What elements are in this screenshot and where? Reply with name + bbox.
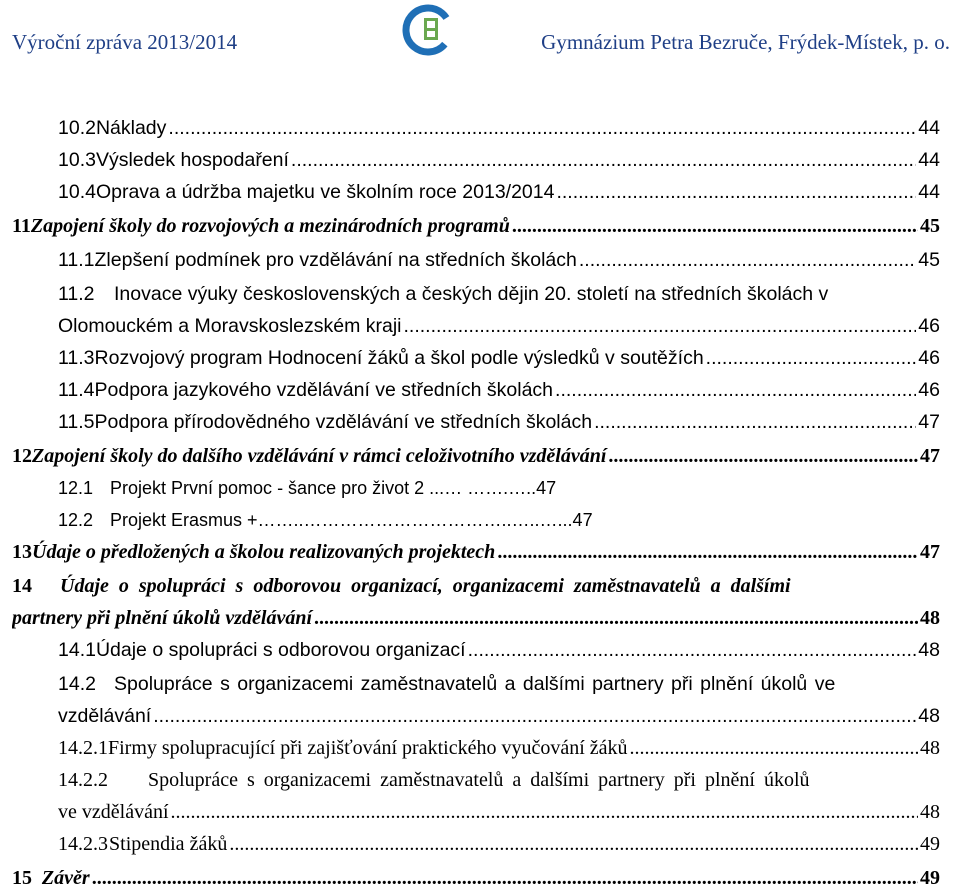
- toc-leader: [579, 244, 916, 276]
- toc-leader: [229, 828, 918, 860]
- toc-entry-number: 10.4: [58, 181, 96, 203]
- toc-entry[interactable]: [12, 440, 940, 472]
- toc-entry-page: 46: [918, 315, 940, 337]
- toc-entry[interactable]: [58, 278, 940, 310]
- school-name: Gymnázium Petra Bezruče, Frýdek-Místek, p. o.: [541, 30, 950, 54]
- toc-entry-page: 45: [918, 249, 940, 271]
- toc-entry-title: Olomouckém a Moravskoslezském kraji: [58, 315, 402, 337]
- toc-entry-title: Zapojení školy do dalšího vzdělávání v rámci celoživotního vzdělávání: [32, 445, 607, 467]
- toc-entry-title: Výsledek hospodaření: [95, 149, 289, 171]
- toc-entry[interactable]: [58, 504, 940, 536]
- toc-entry-page: 47: [918, 411, 940, 433]
- toc-leader: [497, 536, 918, 568]
- toc-entry-title: Oprava a údržba majetku ve školním roce 2013/2014: [95, 181, 555, 203]
- toc-entry[interactable]: [58, 764, 940, 796]
- toc-entry-number: 14: [12, 575, 32, 597]
- toc-entry[interactable]: [12, 862, 940, 894]
- toc-entry[interactable]: [58, 406, 940, 438]
- page-header: [0, 0, 960, 72]
- toc-entry[interactable]: [58, 668, 940, 700]
- toc-entry-number: 10.3: [58, 149, 96, 171]
- toc-entry-page: 47: [920, 541, 940, 563]
- toc-entry-number: 14.2.1: [58, 737, 108, 759]
- toc-entry-page: 44: [918, 181, 940, 203]
- toc-leader: [556, 176, 916, 208]
- toc-entry-page: 49: [920, 867, 940, 889]
- toc-entry-number: 15: [12, 867, 32, 889]
- toc-entry-number: 14.2: [58, 673, 96, 695]
- toc-entry-number: 11.1: [58, 249, 95, 271]
- toc-entry-title: Údaje o spolupráci s odborovou organizací: [95, 639, 466, 661]
- toc-leader: [555, 374, 916, 406]
- toc-entry-title: Náklady: [95, 117, 167, 139]
- toc-entry-continuation[interactable]: [12, 602, 940, 634]
- toc-leader: [706, 342, 917, 374]
- toc-leader: [608, 440, 918, 472]
- toc-entry[interactable]: [58, 176, 940, 208]
- toc-entry-number: 12: [12, 445, 32, 467]
- toc-entry-page: 44: [918, 149, 940, 171]
- toc-entry[interactable]: [58, 828, 940, 860]
- toc-leader: [168, 112, 916, 144]
- toc-entry[interactable]: [12, 570, 940, 602]
- toc-entry-number: 13: [12, 541, 32, 563]
- toc-entry-title: Závěr: [41, 867, 90, 889]
- toc-leader: [92, 862, 918, 894]
- toc-entry[interactable]: [58, 144, 940, 176]
- toc-entry-page: 48: [920, 737, 940, 759]
- toc-entry[interactable]: [58, 634, 940, 666]
- toc-entry-page: 48: [918, 639, 940, 661]
- toc-entry-number: 10.2: [58, 117, 96, 139]
- toc-entry-page: 44: [918, 117, 940, 139]
- toc-entry-title: Projekt První pomoc - šance pro život 2 ...… …….…..47: [110, 478, 557, 498]
- toc-leader: [594, 406, 916, 438]
- toc-entry-number: 12.1: [58, 478, 94, 498]
- toc-entry-number: 11.5: [58, 411, 95, 433]
- toc-entry[interactable]: [58, 244, 940, 276]
- toc-entry-title: Stipendia žáků: [109, 833, 228, 855]
- toc-entry-title: Zlepšení podmínek pro vzdělávání na středních školách: [94, 249, 577, 271]
- toc-entry[interactable]: [12, 536, 940, 568]
- toc-entry[interactable]: [58, 732, 940, 764]
- toc-entry-number: 11.2: [58, 283, 95, 305]
- toc-entry-page: 48: [918, 705, 940, 727]
- toc-entry-number: 14.2.3: [58, 833, 108, 855]
- toc-entry[interactable]: [12, 210, 940, 242]
- toc-leader: [404, 310, 917, 342]
- toc-entry-title: Projekt Erasmus +……..……………………………..…..…...47: [110, 510, 593, 530]
- toc-leader: [153, 700, 916, 732]
- report-title: Výroční zpráva 2013/2014: [12, 30, 238, 54]
- toc-entry-continuation[interactable]: [58, 796, 940, 828]
- toc-entry-page: 45: [920, 215, 940, 237]
- toc-entry-page: 46: [918, 347, 940, 369]
- toc-entry-title: Spolupráce s organizacemi zaměstnavatelů a dalšími partnery při plnění úkolů ve: [114, 673, 836, 695]
- toc-entry-title: Spolupráce s organizacemi zaměstnavatelů a dalšími partnery při plnění úkolů: [148, 769, 810, 791]
- toc-entry[interactable]: [58, 374, 940, 406]
- toc-entry-number: 12.2: [58, 510, 94, 530]
- toc-entry-title: Údaje o předložených a školou realizovaných projektech: [32, 541, 496, 563]
- toc-leader: [512, 210, 918, 242]
- toc-entry-number: 11: [12, 215, 31, 237]
- toc-entry-page: 49: [920, 833, 940, 855]
- toc-entry-title: Rozvojový program Hodnocení žáků a škol podle výsledků v soutěžích: [94, 347, 704, 369]
- toc-entry[interactable]: [58, 112, 940, 144]
- toc-entry-title: partnery při plnění úkolů vzdělávání: [12, 607, 313, 629]
- toc-leader: [171, 796, 919, 828]
- toc-entry-number: 11.4: [58, 379, 95, 401]
- toc-entry-title: vzdělávání: [58, 705, 152, 727]
- toc-leader: [630, 732, 918, 764]
- toc-leader: [314, 602, 918, 634]
- toc-entry-title: Podpora přírodovědného vzdělávání ve středních školách: [94, 411, 593, 433]
- toc-entry-page: 46: [918, 379, 940, 401]
- toc-leader: [291, 144, 916, 176]
- toc-entry-page: 48: [920, 801, 940, 823]
- toc-entry-title: ve vzdělávání: [58, 801, 169, 823]
- toc-entry-number: 11.3: [58, 347, 95, 369]
- gpb-logo-icon: [402, 4, 454, 56]
- toc-entry-title: Údaje o spolupráci s odborovou organizací, organizacemi zaměstnavatelů a dalšími: [60, 575, 791, 597]
- toc-entry-title: Firmy spolupracující při zajišťování praktického vyučování žáků: [108, 737, 628, 759]
- toc-entry-number: 14.2.2: [58, 769, 108, 791]
- toc-entry[interactable]: [58, 342, 940, 374]
- toc-entry-title: Podpora jazykového vzdělávání ve středních školách: [94, 379, 554, 401]
- toc-entry-page: 48: [920, 607, 940, 629]
- toc-entry-page: 47: [920, 445, 940, 467]
- toc-entry-number: 14.1: [58, 639, 96, 661]
- toc-entry-title: Inovace výuky československých a českých dějin 20. století na středních školách v: [114, 283, 829, 305]
- toc-entry-continuation[interactable]: [58, 700, 940, 732]
- toc-entry-title: Zapojení školy do rozvojových a mezinárodních programů: [30, 215, 510, 237]
- toc-leader: [468, 634, 917, 666]
- toc-entry[interactable]: [58, 472, 940, 504]
- toc-entry-continuation[interactable]: [58, 310, 940, 342]
